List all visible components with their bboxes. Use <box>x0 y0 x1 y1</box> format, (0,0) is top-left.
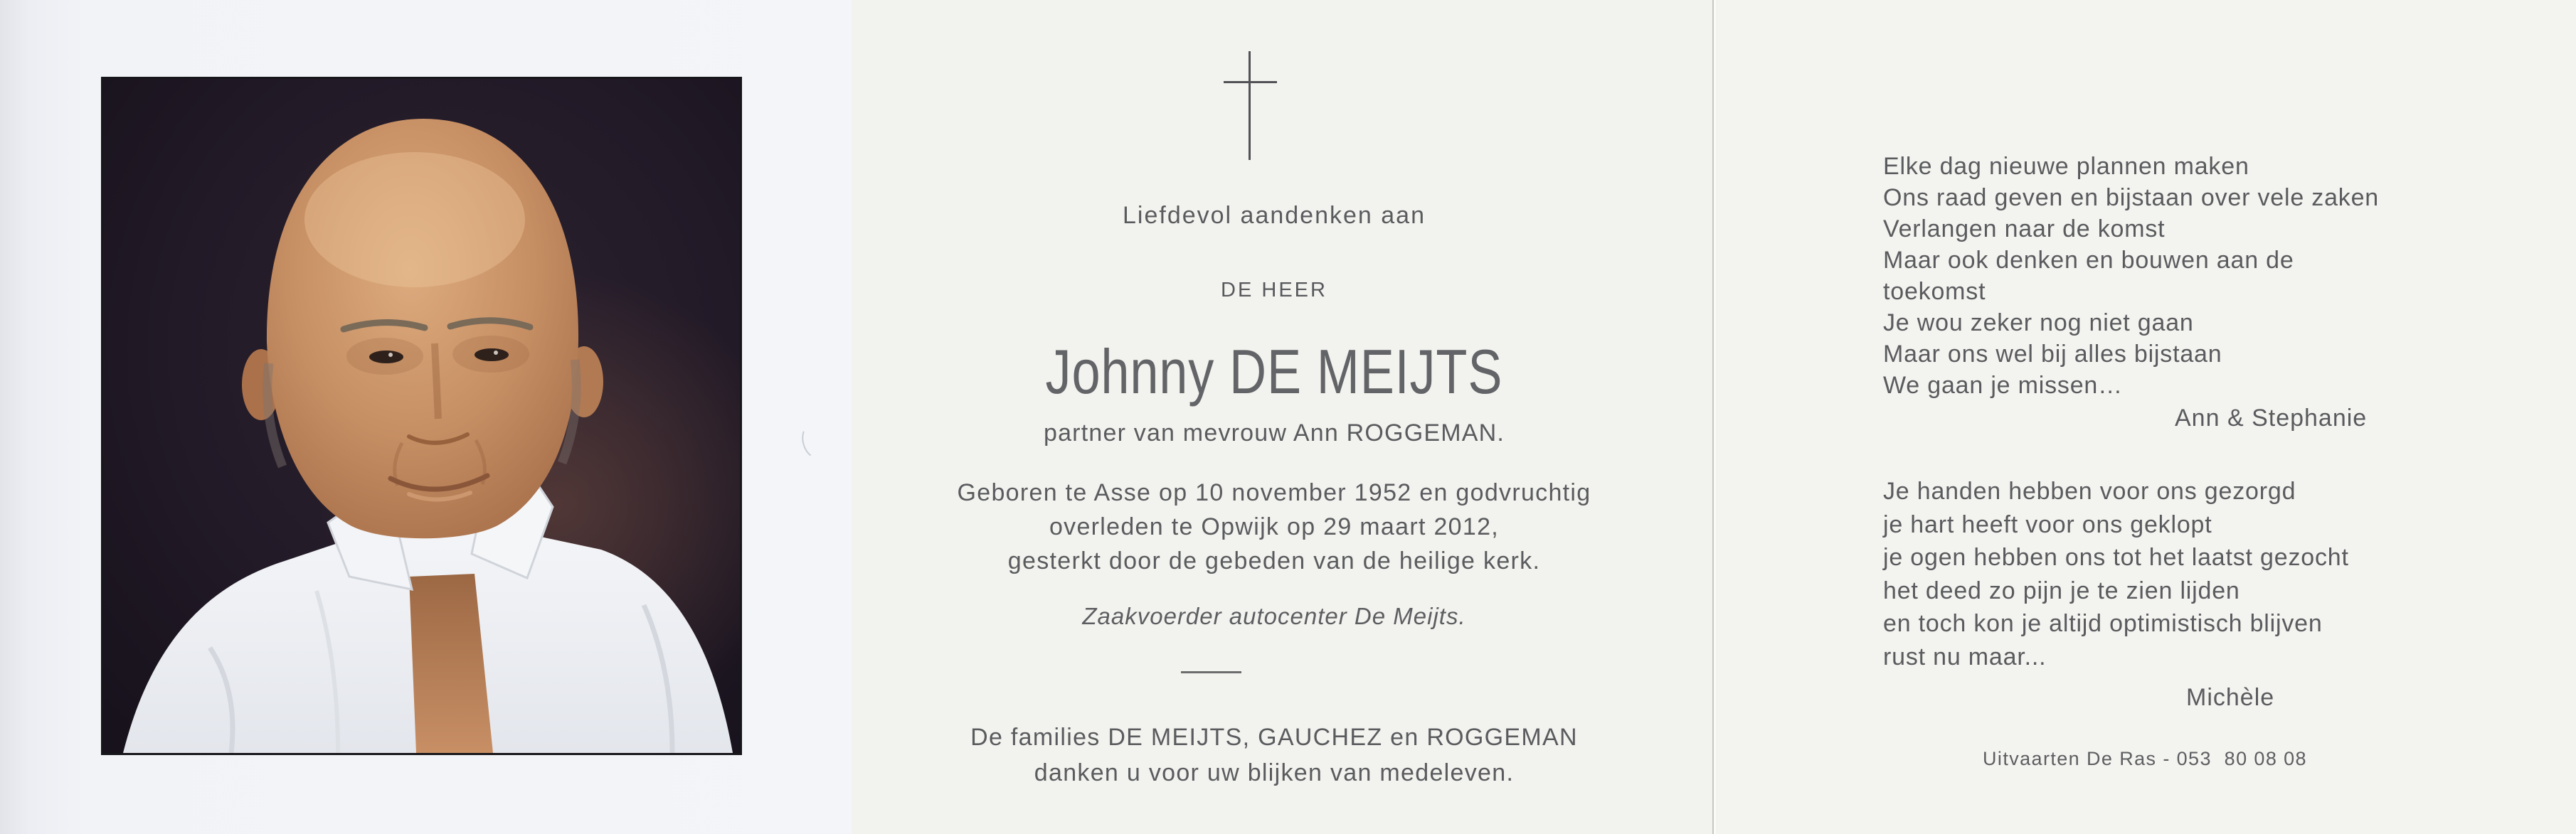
life-dates-block <box>852 476 1697 578</box>
deceased-name <box>852 336 1697 408</box>
poem-signature: Michèle <box>2186 684 2275 711</box>
poem-line: je hart heeft voor ons geklopt <box>1883 510 2212 538</box>
poem-line: Verlangen naar de komst <box>1883 215 2166 242</box>
memorial-text-panel <box>852 0 1714 834</box>
poem-line: Maar ons wel bij alles bijstaan <box>1883 341 2222 368</box>
life-line: gesterkt door de gebeden van de heilige kerk. <box>1007 547 1541 574</box>
poem-line: Elke dag nieuwe plannen maken <box>1883 153 2249 180</box>
life-line: Geboren te Asse op 10 november 1952 en godvruchtig <box>957 479 1591 506</box>
fold-crease-highlight <box>1714 0 1716 834</box>
portrait-photo <box>101 77 742 755</box>
poem-line: Maar ook denken en bouwen aan de <box>1883 247 2294 274</box>
poem-michele <box>1883 475 2349 673</box>
poem-line: Je handen hebben voor ons gezorgd <box>1883 478 2296 505</box>
partner-line: partner van mevrouw Ann ROGGEMAN. <box>1043 419 1505 447</box>
pen-mark <box>798 422 829 461</box>
poem-signature: Ann & Stephanie <box>2175 405 2368 432</box>
thanks-block <box>852 720 1697 791</box>
poem-line: je ogen hebben ons tot het laatst gezocht <box>1883 544 2349 571</box>
deceased-name-text: Johnny DE MEIJTS <box>1045 336 1503 407</box>
honorific-line: DE HEER <box>1221 279 1327 301</box>
portrait-illustration <box>103 79 740 753</box>
poem-line: toekomst <box>1883 278 1986 305</box>
dedication-line: Liefdevol aandenken aan <box>1123 202 1426 229</box>
poem-line: rust nu maar... <box>1883 643 2047 670</box>
poem-line: Je wou zeker nog niet gaan <box>1883 309 2194 336</box>
poem-line: en toch kon je altijd optimistisch blijven <box>1883 610 2323 637</box>
poem-family <box>1883 151 2379 401</box>
thanks-line: danken u voor uw blijken van medeleven. <box>1034 759 1515 786</box>
thanks-line: De families DE MEIJTS, GAUCHEZ en ROGGEMAN <box>970 724 1578 751</box>
poem-line: het deed zo pijn je te zien lijden <box>1883 577 2240 604</box>
life-line: overleden te Opwijk op 29 maart 2012, <box>1049 513 1500 540</box>
funeral-home-line: Uitvaarten De Ras - 053 80 08 08 <box>1983 748 2307 769</box>
poem-line: We gaan je missen… <box>1883 372 2123 399</box>
profession-line: Zaakvoerder autocenter De Meijts. <box>1082 603 1466 629</box>
poems-panel <box>1714 0 2576 834</box>
divider-line <box>1181 671 1241 673</box>
photo-panel <box>0 0 852 834</box>
poem-line: Ons raad geven en bijstaan over vele zaken <box>1883 184 2380 211</box>
